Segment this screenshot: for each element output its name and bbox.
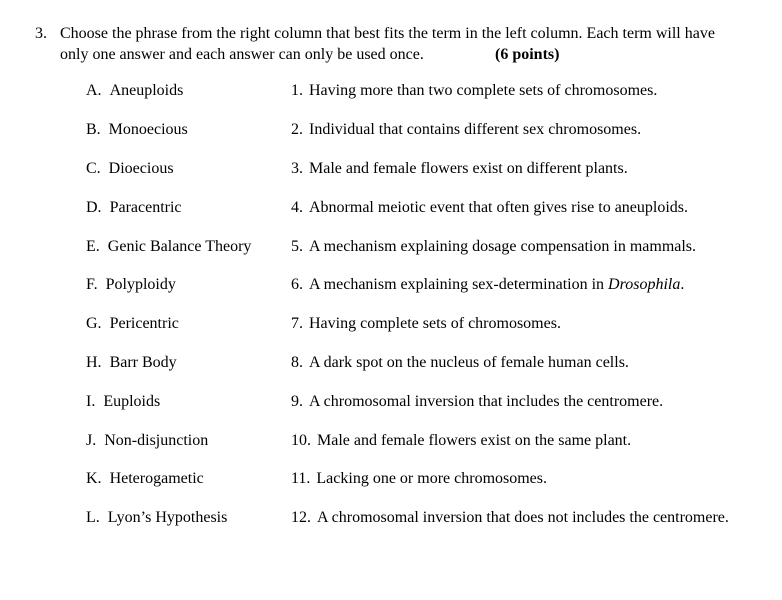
term-letter: I. (86, 393, 96, 410)
term-d (86, 197, 182, 219)
definition-text: Lacking one or more chromosomes. (316, 470, 548, 487)
matching-row (0, 158, 782, 180)
definition-number: 2. (291, 121, 303, 138)
matching-row (0, 236, 782, 258)
matching-row (0, 507, 782, 529)
definition-1 (291, 80, 657, 102)
term-label: Euploids (103, 393, 161, 410)
definition-text-end: . (680, 276, 685, 293)
definition-number: 1. (291, 82, 303, 99)
term-e (86, 236, 251, 258)
definition-text: A mechanism explaining dosage compensation in mammals. (309, 238, 697, 255)
matching-row (0, 274, 782, 296)
term-label: Paracentric (109, 199, 182, 216)
term-label: Genic Balance Theory (107, 238, 252, 255)
question-instructions (60, 23, 760, 65)
term-f (86, 274, 176, 296)
definition-text: A dark spot on the nucleus of female human cells. (309, 354, 629, 371)
term-label: Non-disjunction (104, 432, 209, 449)
definition-number: 7. (291, 315, 303, 332)
matching-row (0, 352, 782, 374)
definition-8 (291, 352, 629, 374)
term-letter: K. (86, 470, 102, 487)
definition-text: Male and female flowers exist on the same plant. (317, 432, 632, 449)
definition-6 (291, 274, 684, 296)
definition-9 (291, 391, 663, 413)
definition-11 (291, 468, 547, 490)
definition-12 (291, 507, 729, 529)
definition-7 (291, 313, 561, 335)
term-i (86, 391, 160, 413)
term-label: Polyploidy (105, 276, 176, 293)
term-j (86, 430, 208, 452)
matching-row (0, 430, 782, 452)
instructions-line-2: only one answer and each answer can only be used once. (60, 46, 424, 63)
term-letter: C. (86, 160, 101, 177)
term-letter: E. (86, 238, 100, 255)
term-l (86, 507, 227, 529)
matching-row (0, 313, 782, 335)
question-number: 3. (35, 25, 47, 42)
definition-5 (291, 236, 696, 258)
definition-text: Having complete sets of chromosomes. (309, 315, 561, 332)
definition-number: 9. (291, 393, 303, 410)
definition-text: Abnormal meiotic event that often gives rise to aneuploids. (309, 199, 689, 216)
term-k (86, 468, 204, 490)
term-letter: G. (86, 315, 102, 332)
definition-2 (291, 119, 641, 141)
term-label: Aneuploids (109, 82, 184, 99)
term-g (86, 313, 179, 335)
definition-10 (291, 430, 631, 452)
term-label: Lyon’s Hypothesis (107, 509, 228, 526)
definition-number: 10. (291, 432, 311, 449)
definition-text: Having more than two complete sets of chromosomes. (309, 82, 658, 99)
definition-number: 12. (291, 509, 311, 526)
definition-text-main: A mechanism explaining sex-determination in (309, 276, 609, 293)
term-label: Monoecious (108, 121, 188, 138)
matching-row (0, 468, 782, 490)
matching-row (0, 80, 782, 102)
definition-number: 8. (291, 354, 303, 371)
definition-number: 3. (291, 160, 303, 177)
matching-row (0, 197, 782, 219)
term-letter: D. (86, 199, 102, 216)
instructions-line-1: Choose the phrase from the right column that best fits the term in the left column. Each term will have (60, 25, 715, 42)
definition-text: Male and female flowers exist on different plants. (309, 160, 628, 177)
term-a (86, 80, 183, 102)
term-label: Pericentric (109, 315, 179, 332)
definition-4 (291, 197, 688, 219)
definition-number: 6. (291, 276, 303, 293)
term-b (86, 119, 188, 141)
matching-row (0, 391, 782, 413)
definition-text: A chromosomal inversion that includes the centromere. (309, 393, 664, 410)
definition-text (309, 274, 684, 296)
term-h (86, 352, 177, 374)
species-name: Drosophila (608, 276, 681, 293)
term-label: Heterogametic (109, 470, 204, 487)
definition-number: 4. (291, 199, 303, 216)
term-label: Barr Body (109, 354, 177, 371)
definition-number: 5. (291, 238, 303, 255)
definition-text: A chromosomal inversion that does not includes the centromere. (317, 509, 729, 526)
term-letter: F. (86, 276, 98, 293)
points-label: (6 points) (495, 46, 560, 63)
term-letter: A. (86, 82, 102, 99)
term-c (86, 158, 174, 180)
definition-number: 11. (291, 470, 311, 487)
term-letter: B. (86, 121, 101, 138)
matching-row (0, 119, 782, 141)
definition-text: Individual that contains different sex chromosomes. (309, 121, 642, 138)
term-letter: J. (86, 432, 97, 449)
term-letter: L. (86, 509, 100, 526)
term-label: Dioecious (108, 160, 174, 177)
definition-3 (291, 158, 628, 180)
term-letter: H. (86, 354, 102, 371)
